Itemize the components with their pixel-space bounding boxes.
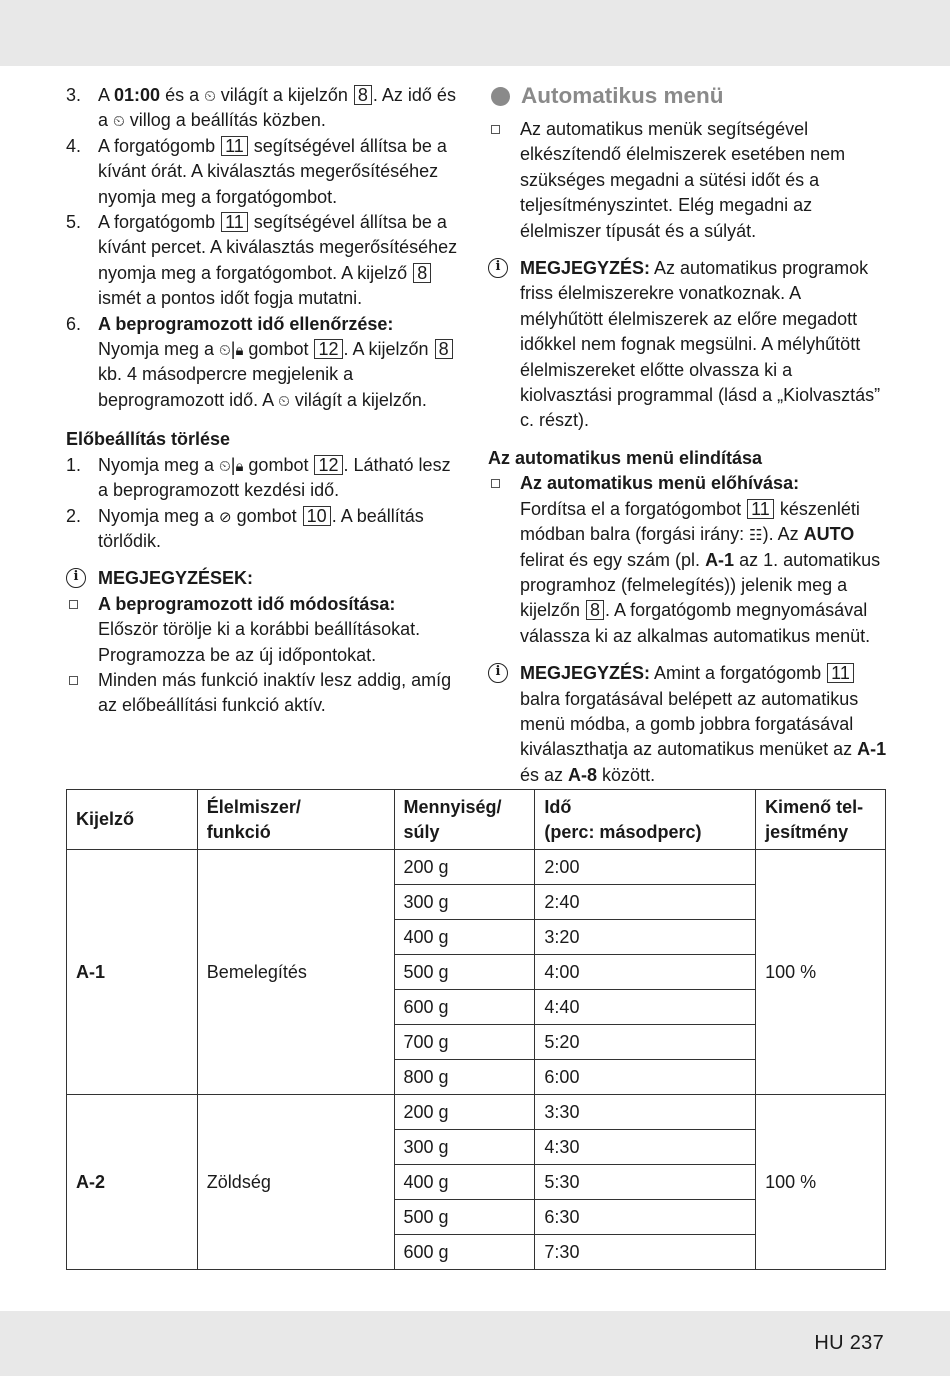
ref-box: 12 [314, 339, 342, 359]
ref-box: 10 [303, 506, 331, 526]
col-power: Kimenő tel- jesítmény [756, 790, 886, 850]
section-dot-icon [491, 87, 510, 106]
quantity-cell: 200 g [394, 1095, 535, 1130]
col-food: Élelmiszer/ funkció [197, 790, 394, 850]
food-cell: Bemelegítés [197, 850, 394, 1095]
section-title: Automatikus menü [488, 83, 888, 109]
time-cell: 5:30 [535, 1165, 756, 1200]
stop-icon: ⊘ [219, 508, 232, 526]
preset-step-1: 1. Nyomja meg a ⏲|🔒︎ gombot 12 . Látható lesz a beprogramozott kezdési idő. [66, 454, 451, 501]
time-cell: 7:30 [535, 1235, 756, 1270]
note-icon: i [488, 258, 508, 278]
step-title: A beprogramozott idő ellenőrzése: [98, 313, 394, 334]
quantity-cell: 300 g [394, 1130, 535, 1165]
table-row [67, 850, 886, 885]
power-cell: 100 % [756, 850, 886, 1095]
footer-band [0, 1311, 950, 1376]
quantity-cell: 800 g [394, 1060, 535, 1095]
note-icon: i [488, 663, 508, 683]
checkbox-icon [491, 479, 500, 488]
display-cell: A-1 [67, 850, 198, 1095]
step-6: 6. A beprogramozott idő ellenőrzése: Nyomja meg a ⏲|🔒︎ gombot 12 . A kijelzőn 8 kb. 4 másodpercre megjelenik a beprogramozott idő. A ⏲ világít a kijelzőn. [66, 312, 462, 414]
auto-menu-icon: ☷ [749, 527, 763, 545]
time-cell: 2:40 [535, 885, 756, 920]
page-number: HU 237 [814, 1332, 884, 1354]
call-menu-bullet: Az automatikus menü előhívása: Fordítsa el a forgatógombot 11 készenléti módban balra (forgási irány: ☷). Az AUTO felirat és egy szám (pl. A-1 az 1. automatikus programhoz (felmelegítés)) jelenik meg a kijelzőn 8 . A forgatógomb megnyomásával válassza ki az alkalmas automatikus menüt. [488, 471, 888, 649]
ref-box: 11 [221, 136, 248, 156]
ref-box: 8 [354, 85, 372, 105]
col-quantity: Mennyiség/ súly [394, 790, 535, 850]
ref-box: 8 [413, 263, 431, 283]
ref-box: 8 [586, 600, 604, 620]
notes-header: i MEGJEGYZÉSEK: [66, 566, 462, 591]
left-column [66, 83, 462, 719]
preset-heading: Előbeállítás törlése [66, 429, 231, 450]
step-4: 4. A forgatógomb 11 segítségével állítsa be a kívánt órát. A kiválasztás megerősítéséhez nyomja meg a forgatógombot. [66, 135, 447, 207]
checkbox-icon [491, 125, 500, 134]
time-cell: 4:30 [535, 1130, 756, 1165]
display-cell: A-2 [67, 1095, 198, 1270]
checkbox-icon [69, 676, 78, 685]
quantity-cell: 500 g [394, 955, 535, 990]
quantity-cell: 500 g [394, 1200, 535, 1235]
note-item-1: A beprogramozott idő módosítása: Először törölje ki a korábbi beállításokat. Programozza be az új időpontokat. [66, 592, 462, 668]
time-cell: 6:30 [535, 1200, 756, 1235]
quantity-cell: 700 g [394, 1025, 535, 1060]
time-value: 01:00 [114, 85, 161, 105]
table-header-row [67, 790, 886, 850]
table-body [67, 850, 886, 1270]
step-3: 3. A 01:00 és a ⏲ világít a kijelzőn 8 . Az idő és a ⏲ villog a beállítás közben. [66, 85, 456, 131]
col-display: Kijelző [67, 790, 198, 850]
lock-icon: 🔒︎ [235, 342, 244, 360]
clock-icon: ⏲ [204, 88, 216, 105]
quantity-cell: 200 g [394, 850, 535, 885]
quantity-cell: 400 g [394, 1165, 535, 1200]
step-5: 5. A forgatógomb 11 segítségével állítsa be a kívánt percet. A kiválasztás megerősítéséhez nyomja meg a forgatógombot. A kijelző 8 ismét a pontos időt fogja mutatni. [66, 212, 458, 309]
clock-icon: ⏲ [113, 113, 125, 131]
time-cell: 2:00 [535, 850, 756, 885]
food-cell: Zöldség [197, 1095, 394, 1270]
header-band [0, 0, 950, 66]
clock-icon: ⏲ [219, 457, 231, 475]
note-item-2: Minden más funkció inaktív lesz addig, amíg az előbeállítási funkció aktív. [66, 668, 462, 719]
quantity-cell: 400 g [394, 920, 535, 955]
time-cell: 5:20 [535, 1025, 756, 1060]
lock-icon: 🔒︎ [235, 457, 244, 475]
note-icon: i [66, 568, 86, 588]
preset-step-2: 2. Nyomja meg a ⊘ gombot 10 . A beállítás törlődik. [66, 505, 424, 551]
time-cell: 4:40 [535, 990, 756, 1025]
note-auto-mode: i MEGJEGYZÉS: Amint a forgatógomb 11 balra forgatásával belépett az automatikus menü módba, a gomb jobbra forgatásával kiválaszthatja az automatikus menüket az A-1 és az A-8 között. [488, 661, 888, 788]
auto-menu-table [66, 789, 886, 1270]
start-heading: Az automatikus menü elindítása [488, 447, 763, 468]
time-cell: 3:30 [535, 1095, 756, 1130]
clock-icon: ⏲ [219, 342, 231, 360]
ref-box: 11 [221, 212, 248, 232]
power-cell: 100 % [756, 1095, 886, 1270]
quantity-cell: 600 g [394, 1235, 535, 1270]
table-row [67, 1095, 886, 1130]
clock-icon: ⏲ [278, 392, 290, 410]
ref-box: 11 [747, 499, 774, 519]
time-cell: 3:20 [535, 920, 756, 955]
intro-bullet: Az automatikus menük segítségével elkészítendő élelmiszerek esetében nem szükséges megadni a sütési időt és a teljesítményszintet. Elég megadni az élelmiszer típusát és a súlyát. [488, 117, 888, 244]
quantity-cell: 300 g [394, 885, 535, 920]
ref-box: 8 [435, 339, 453, 359]
checkbox-icon [69, 600, 78, 609]
time-cell: 4:00 [535, 955, 756, 990]
note-fresh-food: i MEGJEGYZÉS: Az automatikus programok friss élelmiszerekre vonatkoznak. A mélyhűtött élelmiszerek az előre megadott időkkel nem fognak megsülni. A mélyhűtött élelmiszereket előtte olvassza ki a kiolvasztási programmal (lásd a „Kiolvasztás” c. részt). [488, 256, 888, 434]
quantity-cell: 600 g [394, 990, 535, 1025]
ref-box: 12 [314, 455, 342, 475]
right-column [488, 83, 888, 788]
col-time: Idő (perc: másodperc) [535, 790, 756, 850]
time-cell: 6:00 [535, 1060, 756, 1095]
ref-box: 11 [827, 663, 854, 683]
